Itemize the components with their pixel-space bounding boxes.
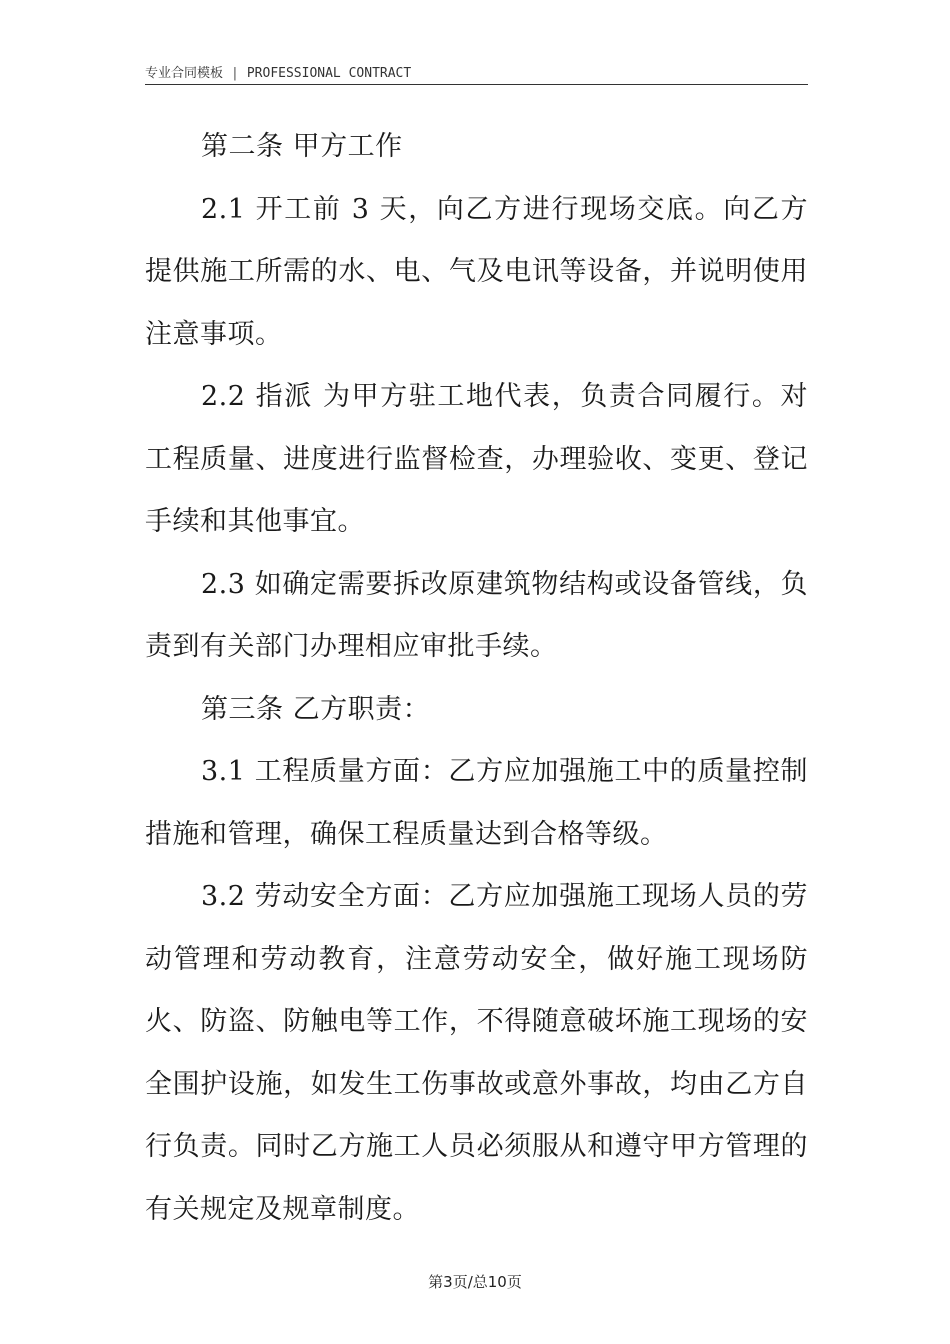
clause-3-1: 3.1 工程质量方面：乙方应加强施工中的质量控制措施和管理，确保工程质量达到合格等级。 xyxy=(145,756,808,850)
page-number: 第3页/总10页 xyxy=(428,1273,522,1291)
header-title-en: PROFESSIONAL CONTRACT xyxy=(246,66,412,81)
clause-2-2: 2.2 指派 为甲方驻工地代表，负责合同履行。对工程质量、进度进行监督检查，办理验收、变更、登记手续和其他事宜。 xyxy=(145,381,808,537)
section-heading-3: 第三条 乙方职责： xyxy=(201,693,431,725)
section-heading-2: 第二条 甲方工作 xyxy=(201,131,403,162)
header-separator: | xyxy=(231,66,239,81)
header-title-cn: 专业合同模板 xyxy=(145,66,224,81)
clause-3-2: 3.2 劳动安全方面：乙方应加强施工现场人员的劳动管理和劳动教育，注意劳动安全，做好施工现场防火、防盗、防触电等工作，不得随意破坏施工现场的安全围护设施，如发生工伤事故或意外事故，均由乙方自行负责。同时乙方施工人员必须服从和遵守甲方管理的有关规定及规章制度。 xyxy=(145,881,808,1225)
page-header xyxy=(145,62,808,85)
document-body xyxy=(145,116,808,1241)
clause-2-1: 2.1 开工前 3 天，向乙方进行现场交底。向乙方提供施工所需的水、电、气及电讯等设备，并说明使用注意事项。 xyxy=(145,193,808,350)
clause-2-3: 2.3 如确定需要拆改原建筑物结构或设备管线，负责到有关部门办理相应审批手续。 xyxy=(145,568,808,662)
